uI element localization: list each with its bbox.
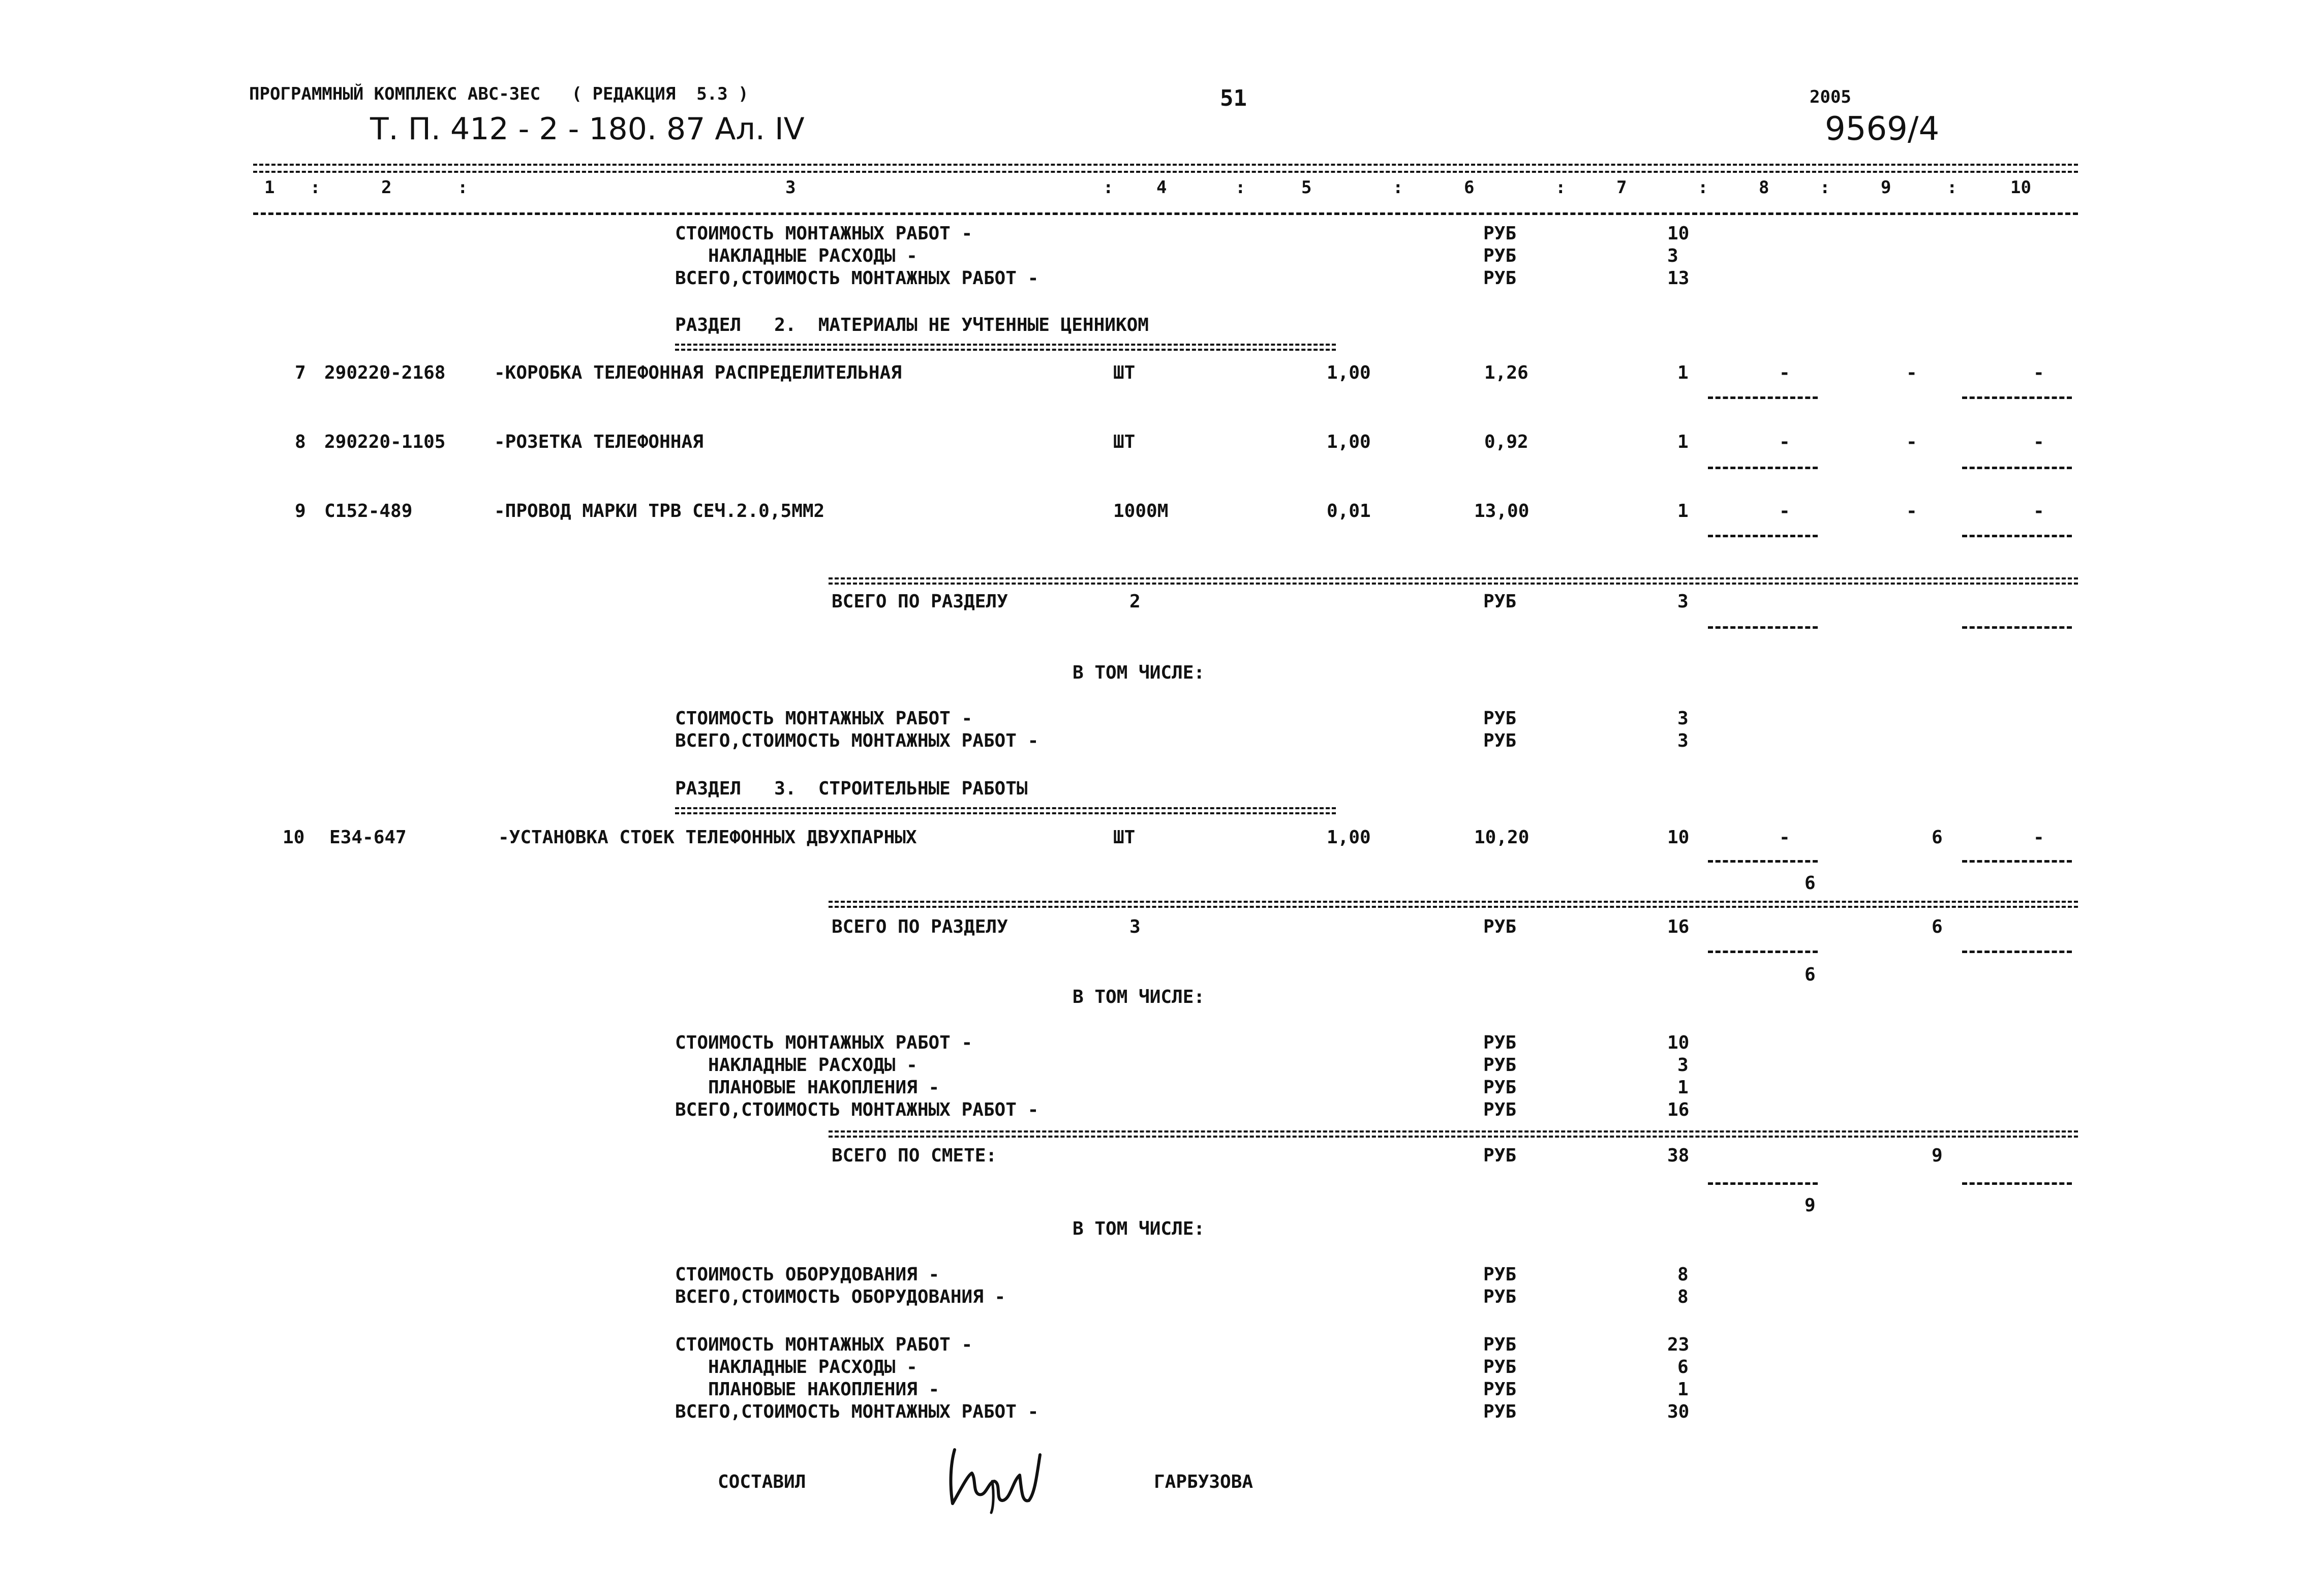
section-total-col8-lower: 6 [1805,964,1816,985]
row-sum: 1 [1677,362,1689,383]
compiled-by-label: СОСТАВИЛ [718,1472,806,1492]
summary-label: ВСЕГО,СТОИМОСТЬ МОНТАЖНЫХ РАБОТ - [675,730,1039,751]
row-col9: - [1906,501,1917,522]
section-total-unit: РУБ [1483,591,1517,612]
program-title: ПРОГРАММНЫЙ КОМПЛЕКС АВС-ЗЕС ( РЕДАКЦИЯ 5.3 ) [249,84,749,104]
summary-label: СТОИМОСТЬ МОНТАЖНЫХ РАБОТ - [675,1334,973,1355]
summary-value: 13 [1667,268,1690,289]
row-col9: - [1906,362,1917,383]
row-code: С152-489 [324,501,413,522]
summary-label: НАКЛАДНЫЕ РАСХОДЫ - [675,1357,918,1378]
section-title-underline [675,344,1336,351]
col-5: 5 [1301,177,1312,198]
summary-label: НАКЛАДНЫЕ РАСХОДЫ - [675,1055,918,1076]
row-col8: - [1779,362,1790,383]
section-total-label: ВСЕГО ПО РАЗДЕЛУ [832,591,1008,612]
col-sep: : [1698,177,1708,198]
cell-rule [1708,467,1818,469]
summary-unit: РУБ [1483,246,1517,266]
summary-value: 1 [1677,1077,1689,1098]
summary-value: 23 [1667,1334,1690,1355]
estimate-total-col9: 9 [1932,1145,1943,1166]
col-6: 6 [1464,177,1475,198]
row-sum: 1 [1677,432,1689,452]
cell-rule [1708,535,1818,537]
row-name: -РОЗЕТКА ТЕЛЕФОННАЯ [494,432,704,452]
cell-rule [1962,396,2072,399]
summary-label: СТОИМОСТЬ ОБОРУДОВАНИЯ - [675,1264,940,1285]
summary-label: ВСЕГО,СТОИМОСТЬ МОНТАЖНЫХ РАБОТ - [675,1099,1039,1120]
summary-value: 3 [1667,246,1678,266]
summary-unit: РУБ [1483,1379,1517,1400]
summary-unit: РУБ [1483,1055,1517,1076]
summary-unit: РУБ [1483,1357,1517,1378]
section-total-rule [829,901,2078,908]
row-col9: 6 [1932,827,1943,848]
including-label: В ТОМ ЧИСЛЕ: [1073,662,1205,683]
summary-value: 8 [1677,1287,1689,1307]
row-price: 13,00 [1474,501,1530,522]
row-unit: 1000М [1113,501,1169,522]
col-sep: : [1103,177,1114,198]
col-1: 1 [264,177,275,198]
row-qty: 1,00 [1327,432,1371,452]
summary-unit: РУБ [1483,708,1517,729]
project-number: Т. П. 412 - 2 - 180. 87 Ал. IV [370,111,805,147]
row-col8: - [1779,501,1790,522]
row-number: 9 [295,501,306,522]
summary-unit: РУБ [1483,1334,1517,1355]
estimate-total-rule [829,1130,2078,1138]
section-total-label: ВСЕГО ПО РАЗДЕЛУ [832,916,1008,937]
summary-unit: РУБ [1483,1264,1517,1285]
section-total-value: 3 [1677,591,1689,612]
col-sep: : [1555,177,1566,198]
summary-label: ВСЕГО,СТОИМОСТЬ МОНТАЖНЫХ РАБОТ - [675,268,1039,289]
summary-value: 10 [1667,223,1690,244]
row-col9: - [1906,432,1917,452]
summary-value: 1 [1677,1379,1689,1400]
summary-value: 30 [1667,1401,1690,1422]
row-code: 290220-2168 [324,362,446,383]
row-qty: 1,00 [1327,827,1371,848]
summary-value: 3 [1677,708,1689,729]
estimate-total-unit: РУБ [1483,1145,1517,1166]
summary-unit: РУБ [1483,1032,1517,1053]
row-name: -УСТАНОВКА СТОЕК ТЕЛЕФОННЫХ ДВУХПАРНЫХ [498,827,917,848]
row-number: 8 [295,432,306,452]
cell-rule [1962,951,2072,953]
cell-rule [1708,860,1818,863]
col-sep: : [1393,177,1403,198]
row-price: 10,20 [1474,827,1530,848]
row-unit: ШТ [1113,827,1136,848]
summary-unit: РУБ [1483,223,1517,244]
cell-rule [1962,467,2072,469]
summary-label: ПЛАНОВЫЕ НАКОПЛЕНИЯ - [675,1379,940,1400]
row-qty: 0,01 [1327,501,1371,522]
summary-label: НАКЛАДНЫЕ РАСХОДЫ - [675,246,918,266]
row-code: 290220-1105 [324,432,446,452]
summary-value: 3 [1677,1055,1689,1076]
section-total-number: 3 [1129,916,1141,937]
cell-rule [1708,396,1818,399]
summary-label: ПЛАНОВЫЕ НАКОПЛЕНИЯ - [675,1077,940,1098]
row-sum: 1 [1677,501,1689,522]
row-unit: ШТ [1113,362,1136,383]
compiler-name: ГАРБУЗОВА [1154,1472,1253,1492]
estimate-total-label: ВСЕГО ПО СМЕТЕ: [832,1145,997,1166]
row-name: -КОРОБКА ТЕЛЕФОННАЯ РАСПРЕДЕЛИТЕЛЬНАЯ [494,362,902,383]
row-col10: - [2033,501,2044,522]
col-7: 7 [1616,177,1627,198]
row-code: Е34-647 [329,827,407,848]
summary-label: ВСЕГО,СТОИМОСТЬ МОНТАЖНЫХ РАБОТ - [675,1401,1039,1422]
estimate-total-value: 38 [1667,1145,1690,1166]
col-sep: : [457,177,468,198]
col-8: 8 [1759,177,1769,198]
row-price: 0,92 [1484,432,1528,452]
section-total-col9: 6 [1932,916,1943,937]
header-rule-bottom [253,212,2078,215]
signature-image [945,1444,1047,1515]
cell-rule [1962,626,2072,629]
cell-rule [1962,1182,2072,1185]
summary-unit: РУБ [1483,268,1517,289]
summary-value: 16 [1667,1099,1690,1120]
cell-rule [1708,626,1818,629]
col-sep: : [1947,177,1958,198]
row-number: 7 [295,362,306,383]
col-9: 9 [1881,177,1891,198]
summary-value: 3 [1677,730,1689,751]
row-sum: 10 [1667,827,1690,848]
year: 2005 [1810,87,1851,107]
summary-label: ВСЕГО,СТОИМОСТЬ ОБОРУДОВАНИЯ - [675,1287,1006,1307]
estimate-total-col8-lower: 9 [1805,1195,1816,1216]
row-col10: - [2033,362,2044,383]
page-number: 51 [1220,85,1247,111]
summary-value: 8 [1677,1264,1689,1285]
including-label: В ТОМ ЧИСЛЕ: [1073,987,1205,1007]
cell-rule [1708,951,1818,953]
summary-unit: РУБ [1483,1077,1517,1098]
cell-rule [1962,860,2072,863]
col-sep: : [1235,177,1246,198]
row-col10: - [2033,827,2044,848]
summary-label: СТОИМОСТЬ МОНТАЖНЫХ РАБОТ - [675,708,973,729]
col-4: 4 [1156,177,1167,198]
cell-rule [1708,1182,1818,1185]
row-number: 10 [283,827,305,848]
col-3: 3 [785,177,796,198]
section-title: РАЗДЕЛ 2. МАТЕРИАЛЫ НЕ УЧТЕННЫЕ ЦЕННИКОМ [675,315,1149,335]
summary-value: 10 [1667,1032,1690,1053]
row-col8-lower: 6 [1805,873,1816,894]
col-sep: : [1820,177,1830,198]
row-unit: ШТ [1113,432,1136,452]
section-total-number: 2 [1129,591,1141,612]
cell-rule [1962,535,2072,537]
row-price: 1,26 [1484,362,1528,383]
document-number: 9569/4 [1825,110,1940,148]
including-label: В ТОМ ЧИСЛЕ: [1073,1218,1205,1239]
row-name: -ПРОВОД МАРКИ ТРВ СЕЧ.2.0,5ММ2 [494,501,825,522]
summary-unit: РУБ [1483,1099,1517,1120]
summary-label: СТОИМОСТЬ МОНТАЖНЫХ РАБОТ - [675,1032,973,1053]
row-col10: - [2033,432,2044,452]
row-col8: - [1779,827,1790,848]
row-qty: 1,00 [1327,362,1371,383]
section-title-underline [675,807,1336,814]
section-total-value: 16 [1667,916,1690,937]
summary-label: СТОИМОСТЬ МОНТАЖНЫХ РАБОТ - [675,223,973,244]
section-total-unit: РУБ [1483,916,1517,937]
col-10: 10 [2010,177,2031,198]
col-sep: : [310,177,321,198]
summary-value: 6 [1677,1357,1689,1378]
section-total-rule [829,577,2078,585]
summary-unit: РУБ [1483,730,1517,751]
header-rule [253,164,2078,173]
summary-unit: РУБ [1483,1401,1517,1422]
section-title: РАЗДЕЛ 3. СТРОИТЕЛЬНЫЕ РАБОТЫ [675,778,1028,799]
summary-unit: РУБ [1483,1287,1517,1307]
row-col8: - [1779,432,1790,452]
col-2: 2 [381,177,392,198]
